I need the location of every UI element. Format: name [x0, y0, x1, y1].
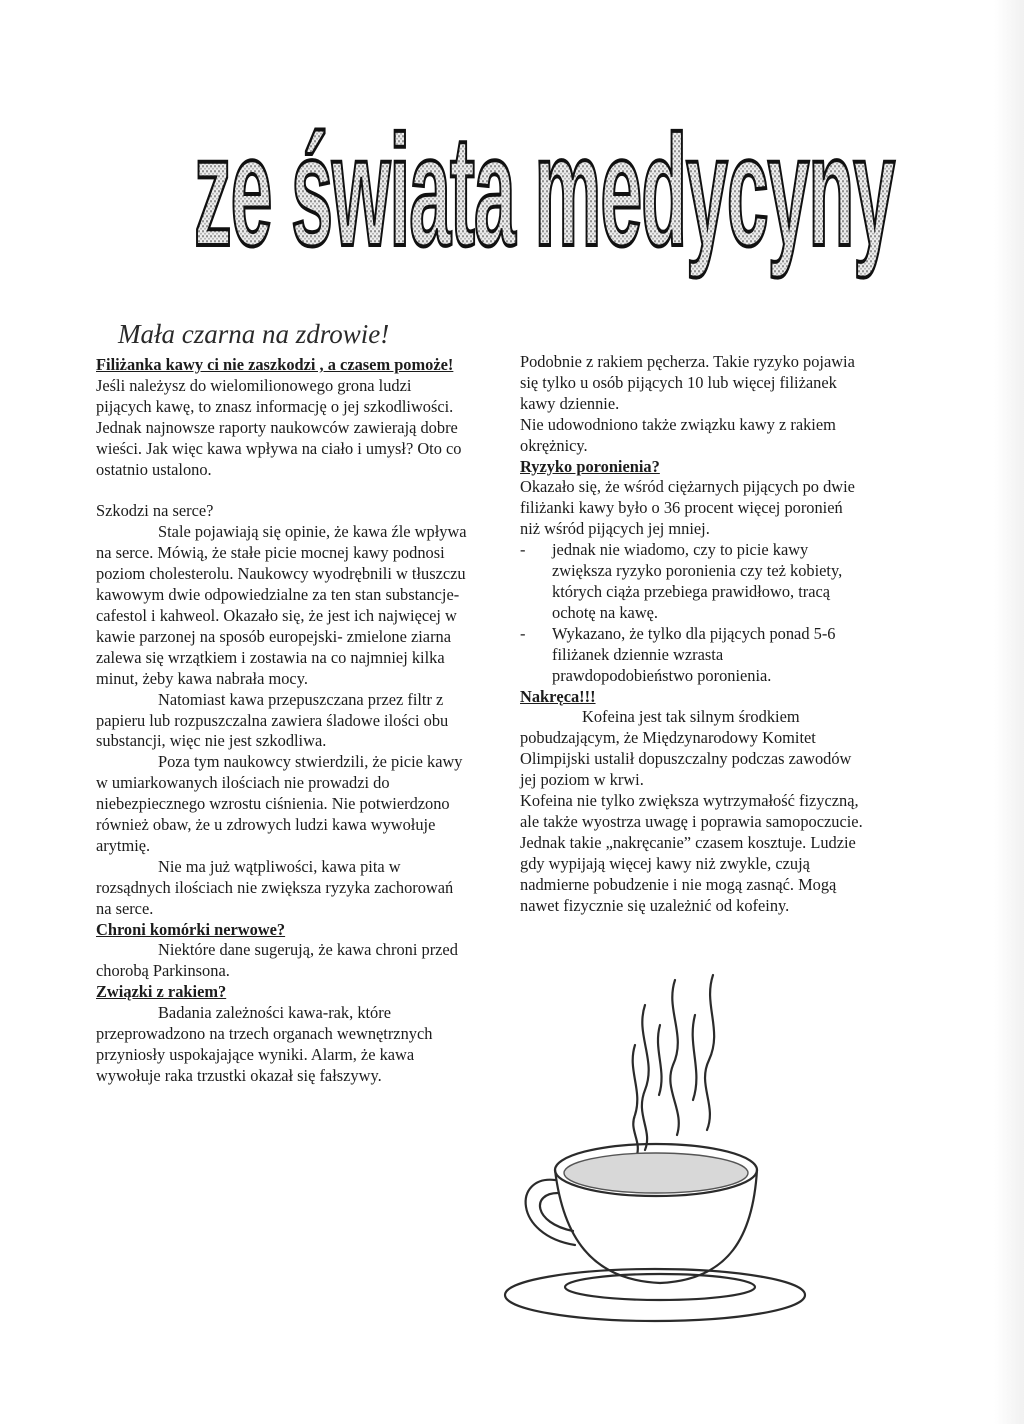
- page-title-text: ze świata medycyny: [194, 103, 896, 280]
- miscarriage-bullet-list: [520, 540, 865, 686]
- list-item: [520, 624, 865, 687]
- heart-paragraph-1: Stale pojawiają się opinie, że kawa źle wpływa na serce. Mówią, że stałe picie mocnej kawy podnosi poziom cholesterolu. Naukowcy wyodrębnili w tłuszczu kawowym dwie odpowiedzialne za ten stan substancje- cafestol i kahweol. Okazało się, że jest ich najwięcej w kawie parzonej na sposób europejski- zmielone ziarna zalewa się wrzątkiem i zostawia na co najmniej kilka minut, żeby kawa nabrała mocy.: [96, 522, 467, 688]
- cancer-continued-paragraph-1: Podobnie z rakiem pęcherza. Takie ryzyko pojawia się tylko u osób pijących 10 lub więcej filiżanek kawy dziennie.: [520, 352, 855, 413]
- left-column: [96, 318, 471, 1087]
- cancer-continued-paragraph-2: Nie udowodniono także związku kawy z rakiem okrężnicy.: [520, 414, 836, 455]
- intro-subheading: Filiżanka kawy ci nie zaszkodzi , a czasem pomoże!: [96, 355, 454, 374]
- miscarriage-heading: Ryzyko poronienia?: [520, 456, 660, 476]
- right-column: [520, 352, 865, 916]
- list-item: [520, 540, 865, 624]
- miscarriage-paragraph: Okazało się, że wśród ciężarnych pijących po dwie filiżanki kawy było o 36 procent więcej poronień niż wśród pijących jej mniej.: [520, 477, 855, 539]
- heart-paragraph-2: Natomiast kawa przepuszczana przez filtr z papieru lub rozpuszczalna zawiera śladowe ilości obu substancji, więc nie jest szkodliwa.: [96, 689, 449, 751]
- cancer-paragraph: Badania zależności kawa-rak, które przeprowadzono na trzech organach wewnętrznych przyniosły uspokajające wyniki. Alarm, że kawa wywołuje raka trzustki okazał się fałszywy.: [96, 1003, 433, 1085]
- stimulant-paragraph-1: Kofeina jest tak silnym środkiem pobudzającym, że Międzynarodowy Komitet Olimpijski ustalił dopuszczalny podczas zawodów jej poziom w krwi.: [520, 707, 852, 790]
- nerves-paragraph: Niektóre dane sugerują, że kawa chroni przed chorobą Parkinsona.: [96, 940, 458, 981]
- bullet-dash: -: [520, 540, 526, 560]
- list-item-text: Wykazano, że tylko dla pijących ponad 5-6 filiżanek dziennie wzrasta prawdopodobieństwo poronienia.: [552, 623, 836, 685]
- coffee-cup-icon: [495, 965, 835, 1325]
- page-edge-shadow: [994, 0, 1024, 1424]
- cancer-heading: Związki z rakiem?: [96, 982, 227, 1002]
- nerves-heading: Chroni komórki nerwowe?: [96, 919, 286, 939]
- heart-heading: Szkodzi na serce?: [96, 501, 214, 521]
- heart-paragraph-4: Nie ma już wątpliwości, kawa pita w rozsądnych ilościach nie zwiększa ryzyka zachorowań na serce.: [96, 856, 454, 918]
- bullet-dash: -: [520, 623, 526, 643]
- intro-paragraph: Jeśli należysz do wielomilionowego grona ludzi pijących kawę, to znasz informację o jej szkodliwości. Jednak najnowsze raporty naukowców zawierają dobre wieści. Jak więc kawa wpływa na ciało i umysł? Oto co ostatnio ustalono.: [96, 375, 462, 479]
- intro-title: Mała czarna na zdrowie!: [118, 319, 390, 349]
- stimulant-heading: Nakręca!!!: [520, 686, 596, 706]
- stimulant-paragraph-2: Kofeina nie tylko zwiększa wytrzymałość fizyczną, ale także wyostrza uwagę i poprawia samopoczucie. Jednak takie „nakręcanie” czasem kosztuje. Ludzie gdy wypijają więcej kawy niż zwykle, czują nadmierne pobudzenie i nie mogą zasnąć. Mogą nawet fizycznie się uzależnić od kofeiny.: [520, 791, 863, 915]
- page-title: [190, 85, 910, 295]
- heart-paragraph-3: Poza tym naukowcy stwierdzili, że picie kawy w umiarkowanych ilościach nie prowadzi do niebezpiecznego wzrostu ciśnienia. Nie potwierdzono również obaw, że u zdrowych ludzi kawa wywołuje arytmię.: [96, 752, 463, 855]
- list-item-text: jednak nie wiadomo, czy to picie kawy zwiększa ryzyko poronienia czy też kobiety, których ciąża przebiega prawidłowo, tracą ochotę na kawę.: [552, 540, 843, 622]
